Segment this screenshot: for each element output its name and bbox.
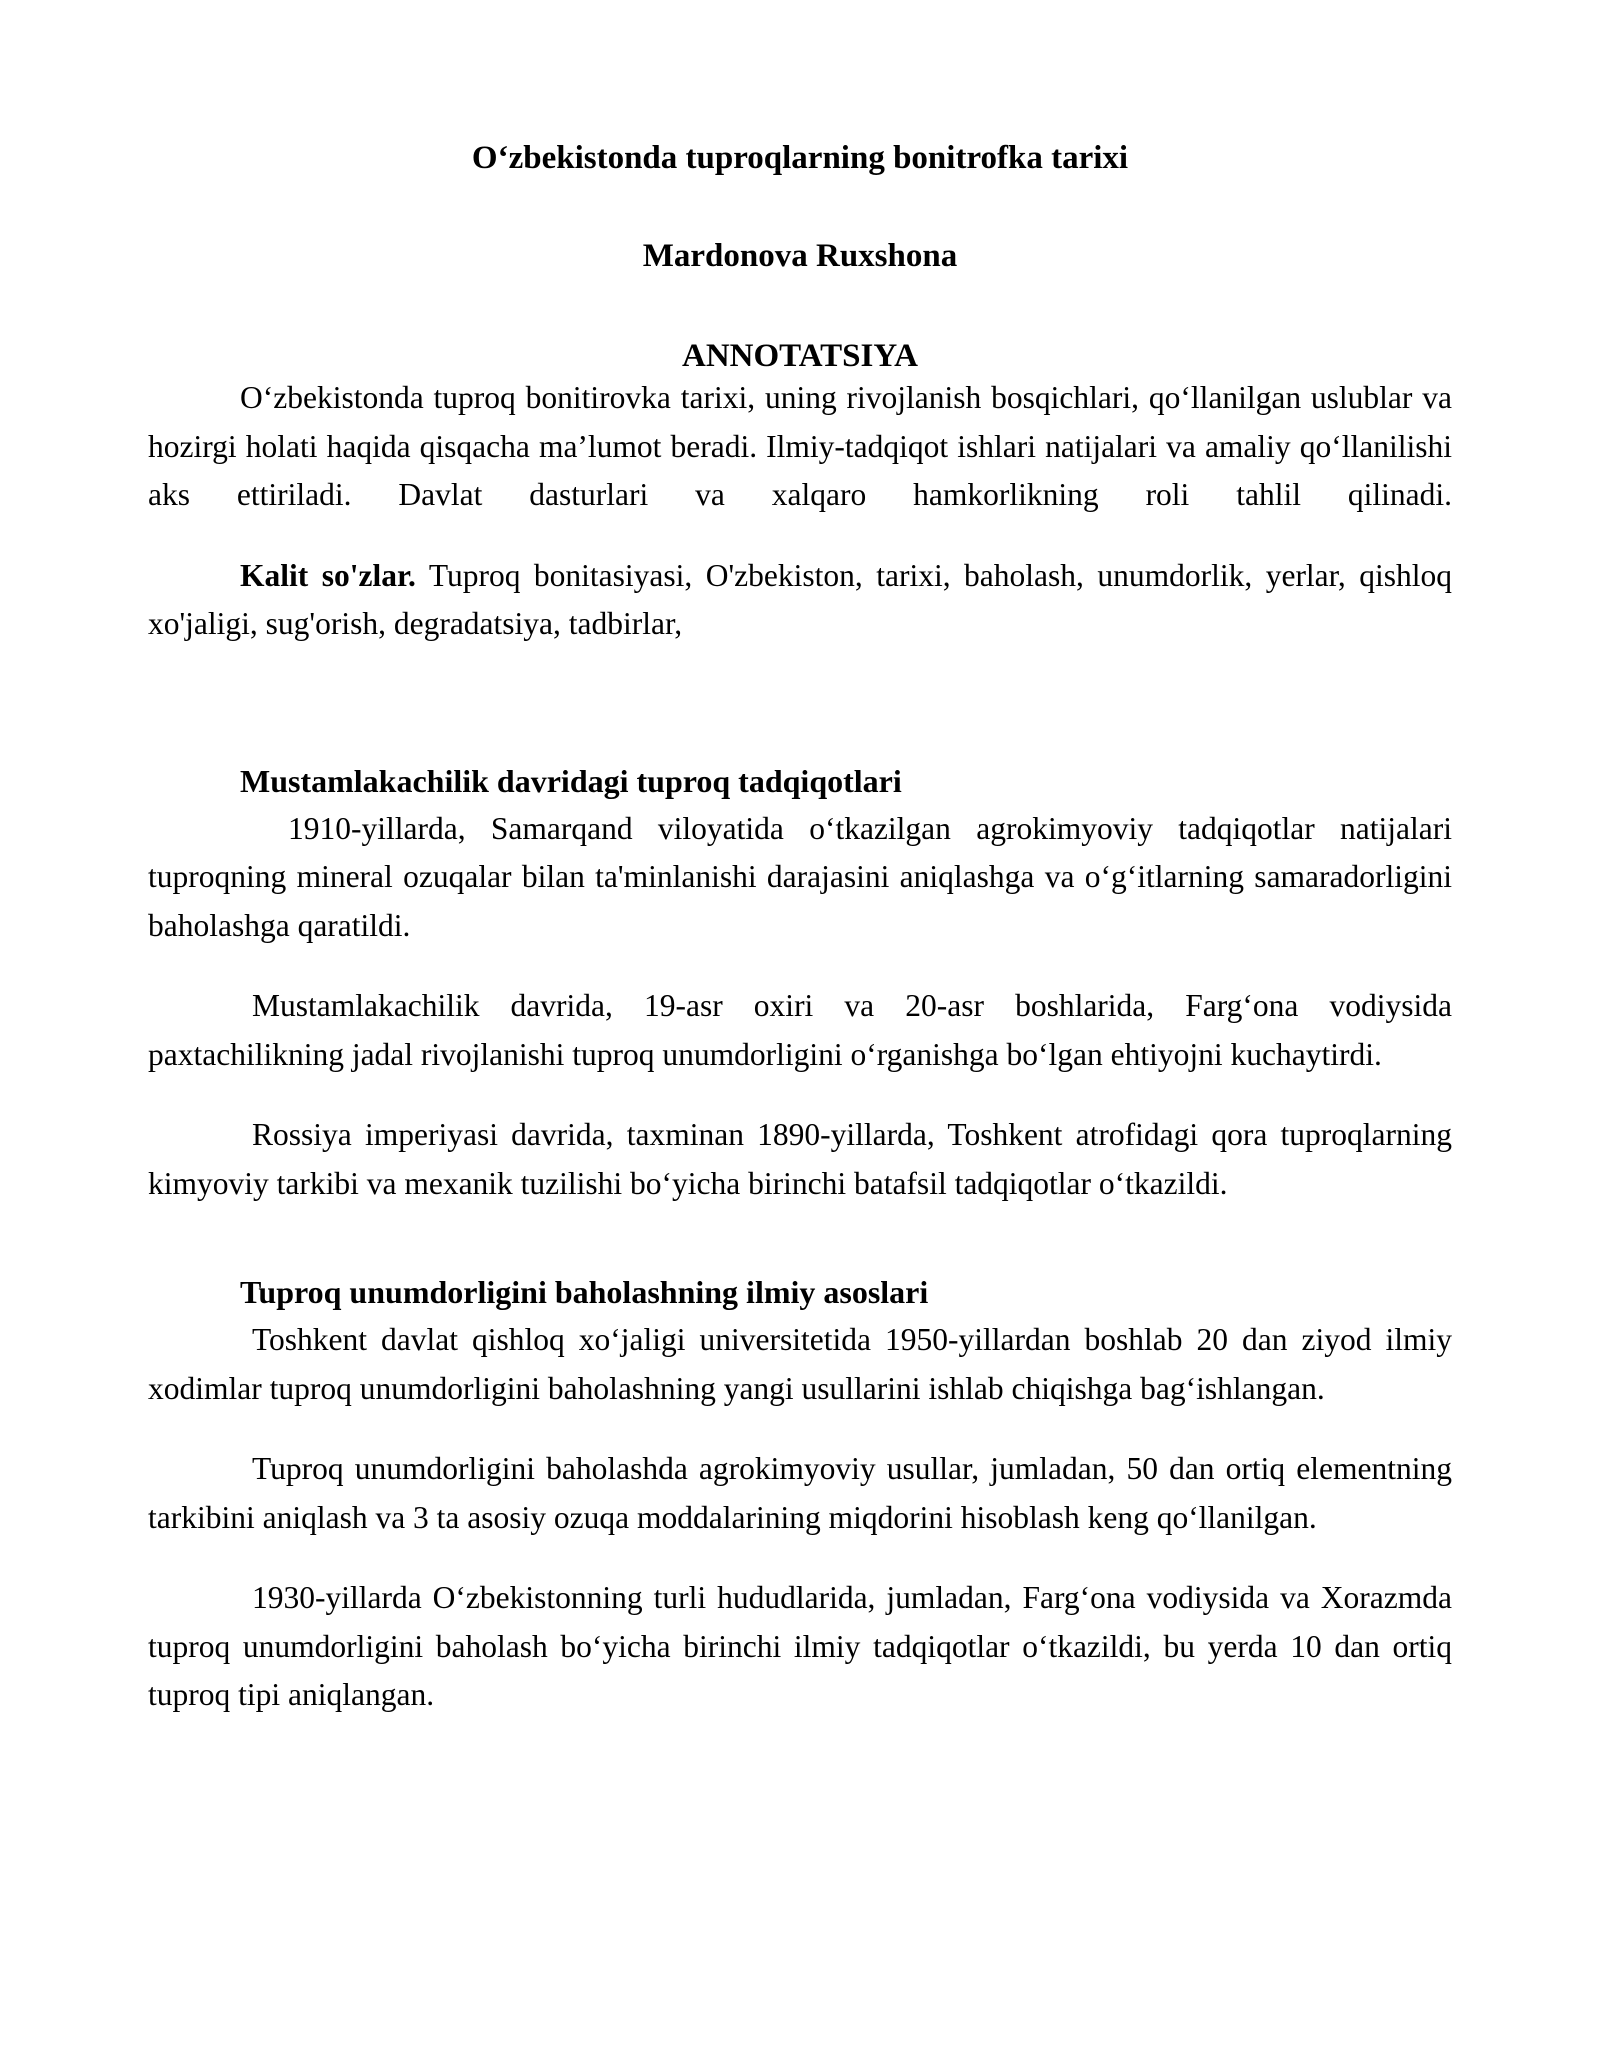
keywords-label: Kalit so'zlar.: [240, 557, 416, 593]
section-heading: Mustamlakachilik davridagi tuproq tadqiqotlari: [240, 762, 902, 799]
paper-title: O‘zbekistonda tuproqlarning bonitrofka tarixi: [471, 140, 1129, 176]
keywords-paragraph: [148, 552, 1452, 649]
abstract-heading: ANNOTATSIYA: [682, 338, 918, 374]
section-paragraph: 1930-yillarda O‘zbekistonning turli hududlarida, jumladan, Farg‘ona vodiysida va Xorazmda tuproq unumdorligini baholash bo‘yicha birinchi ilmiy tadqiqotlar o‘tkazildi, bu yerda 10 dan ortiq tuproq tipi aniqlangan.: [148, 1580, 1452, 1712]
section-paragraph: Tuproq unumdorligini baholashda agrokimyoviy usullar, jumladan, 50 dan ortiq elementning tarkibini aniqlash va 3 ta asosiy ozuqa moddalarining miqdorini hisoblash keng qo‘llanilgan.: [148, 1451, 1452, 1535]
section-heading: Tuproq unumdorligini baholashning ilmiy asoslari: [240, 1274, 929, 1310]
section-paragraph: Mustamlakachilik davrida, 19-asr oxiri va 20-asr boshlarida, Farg‘ona vodiysida paxtachilikning jadal rivojlanishi tuproq unumdorligini o‘rganishga bo‘lgan ehtiyojni kuchaytirdi.: [148, 988, 1452, 1072]
author-name: Mardonova Ruxshona: [642, 238, 958, 274]
section-paragraph: Toshkent davlat qishloq xo‘jaligi universitetida 1950-yillardan boshlab 20 dan ziyod ilmiy xodimlar tuproq unumdorligini baholashning yangi usullarini ishlab chiqishga bag‘ishlangan.: [148, 1322, 1452, 1406]
document-page: [148, 128, 1452, 1720]
section-paragraph: 1910-yillarda, Samarqand viloyatida o‘tkazilgan agrokimyoviy tadqiqotlar natijalari tuproqning mineral ozuqalar bilan ta'minlanishi darajasini aniqlashga va o‘g‘itlarning samaradorligini baholashga qaratildi.: [148, 810, 1452, 943]
abstract-text: O‘zbekistonda tuproq bonitirovka tarixi, uning rivojlanish bosqichlari, qo‘llanilgan uslublar va hozirgi holati haqida qisqacha ma’lumot beradi. Ilmiy-tadqiqot ishlari natijalari va amaliy qo‘llanilishi aks ettiriladi. Davlat dasturlari va xalqaro hamkorlikning roli tahlil qilinadi.: [148, 380, 1452, 512]
keywords-text: Tuproq bonitasiyasi, O'zbekiston, tarixi, baholash, unumdorlik, yerlar, qishloq xo'jaligi, sug'orish, degradatsiya, tadbirlar,: [148, 557, 1452, 641]
section-paragraph: Rossiya imperiyasi davrida, taxminan 1890-yillarda, Toshkent atrofidagi qora tuproqlarning kimyoviy tarkibi va mexanik tuzilishi bo‘yicha birinchi batafsil tadqiqotlar o‘tkazildi.: [148, 1117, 1452, 1201]
